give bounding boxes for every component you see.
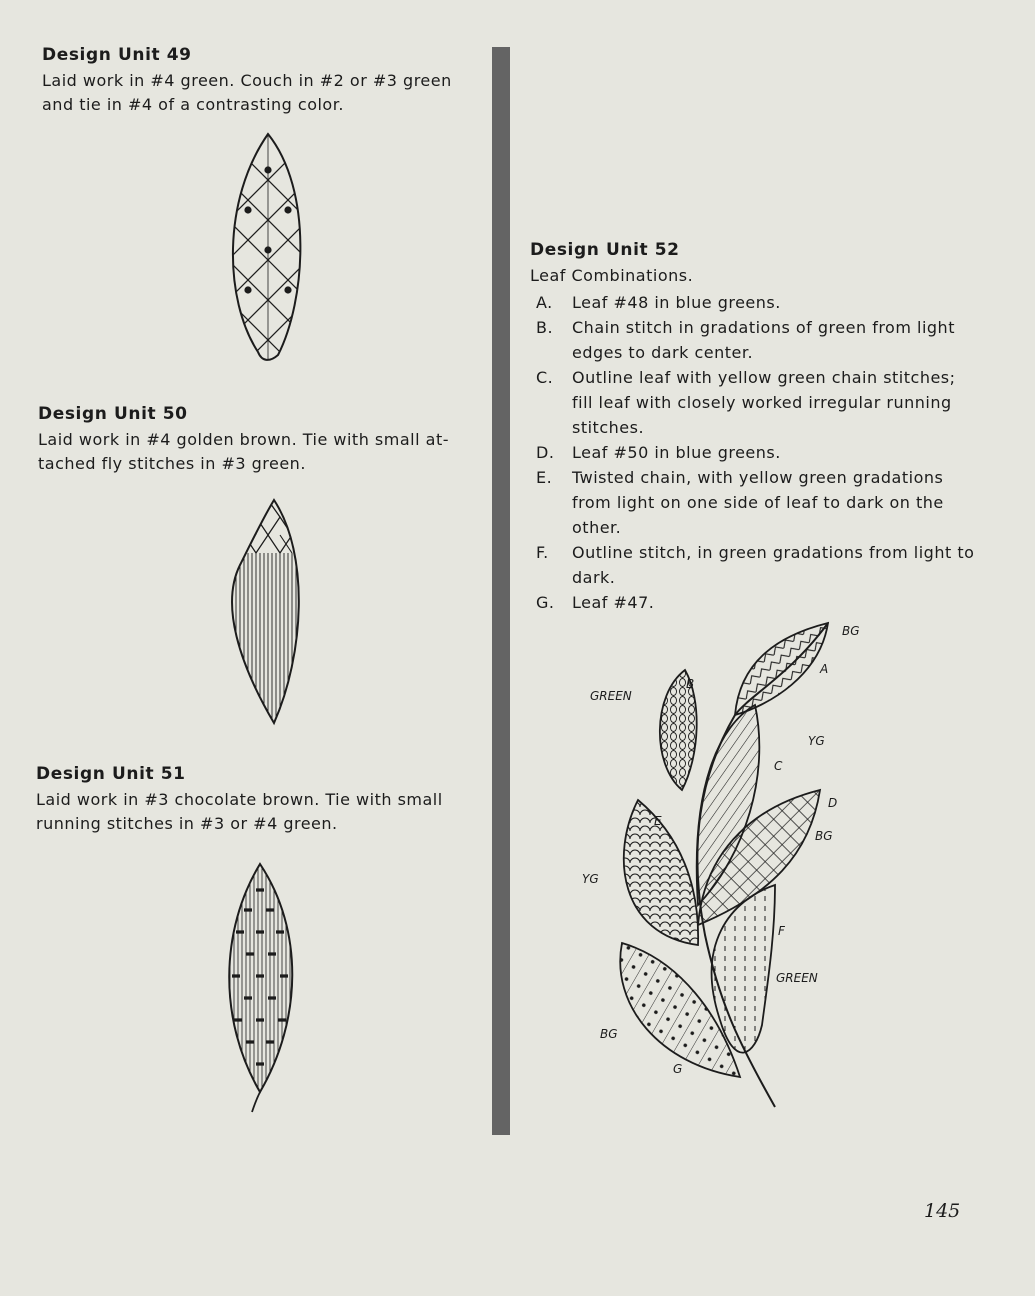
combo-text: Leaf #48 in blue greens. xyxy=(572,293,781,312)
combo-text: Twisted chain, with yellow green gradations from light on one side of leaf to dark on the other. xyxy=(572,468,944,537)
label-e: E xyxy=(654,814,662,828)
combo-letter: B. xyxy=(536,318,554,337)
label-a: A xyxy=(820,662,829,676)
label-yg-e: YG xyxy=(582,872,599,886)
unit-49-title: Design Unit 49 xyxy=(42,45,192,65)
combo-letter: E. xyxy=(536,468,553,487)
leaf-combination-illustration xyxy=(570,615,870,1115)
leaf-50-illustration xyxy=(222,495,312,730)
unit-51-desc-line2: running stitches in #3 or #4 green. xyxy=(36,814,338,833)
unit-51-title: Design Unit 51 xyxy=(36,764,186,784)
combo-item-d xyxy=(530,440,978,465)
combo-text: Outline stitch, in green gradations from light to dark. xyxy=(572,543,975,587)
combo-text: Outline leaf with yellow green chain stitches; fill leaf with closely worked irregular running stitches. xyxy=(572,368,956,437)
combo-letter: C. xyxy=(536,368,554,387)
combo-text: Leaf #50 in blue greens. xyxy=(572,443,781,462)
label-c: C xyxy=(774,759,783,773)
design-unit-50 xyxy=(38,404,488,476)
combo-item-b xyxy=(530,315,978,365)
label-bg-top: BG xyxy=(842,624,860,638)
unit-52-title: Design Unit 52 xyxy=(530,240,680,260)
combo-text: Leaf #47. xyxy=(572,593,655,612)
leaf-49-illustration xyxy=(218,130,318,370)
label-bg-d: BG xyxy=(815,829,833,843)
unit-51-desc-line1: Laid work in #3 chocolate brown. Tie with small xyxy=(36,790,443,809)
combo-item-c xyxy=(530,365,978,440)
label-d: D xyxy=(828,796,838,810)
label-green-f: GREEN xyxy=(776,971,818,985)
label-bg-g: BG xyxy=(600,1027,618,1041)
combo-text: Chain stitch in gradations of green from light edges to dark center. xyxy=(572,318,955,362)
combo-letter: F. xyxy=(536,543,549,562)
page-number: 145 xyxy=(924,1200,961,1222)
design-unit-51 xyxy=(36,764,486,836)
combo-item-f xyxy=(530,540,978,590)
combo-item-g xyxy=(530,590,978,615)
label-yg-c: YG xyxy=(808,734,825,748)
unit-50-desc-line1: Laid work in #4 golden brown. Tie with small at- xyxy=(38,430,449,449)
combo-item-e xyxy=(530,465,978,540)
label-f: F xyxy=(778,924,785,938)
unit-50-desc-line2: tached fly stitches in #3 green. xyxy=(38,454,306,473)
unit-52-subtitle: Leaf Combinations. xyxy=(530,266,694,285)
unit-49-desc-line1: Laid work in #4 green. Couch in #2 or #3 green xyxy=(42,71,452,90)
label-g: G xyxy=(673,1062,683,1076)
combo-letter: A. xyxy=(536,293,553,312)
column-divider xyxy=(492,47,510,1135)
label-green-b: GREEN xyxy=(590,689,632,703)
combo-letter: D. xyxy=(536,443,555,462)
design-unit-52 xyxy=(530,240,978,615)
leaf-51-illustration xyxy=(222,860,302,1115)
combo-item-a xyxy=(530,290,978,315)
unit-50-title: Design Unit 50 xyxy=(38,404,188,424)
design-unit-49 xyxy=(42,45,492,117)
leaf-combinations-list xyxy=(530,290,978,615)
label-b: B xyxy=(686,677,695,691)
unit-49-desc-line2: and tie in #4 of a contrasting color. xyxy=(42,95,344,114)
combo-letter: G. xyxy=(536,593,555,612)
